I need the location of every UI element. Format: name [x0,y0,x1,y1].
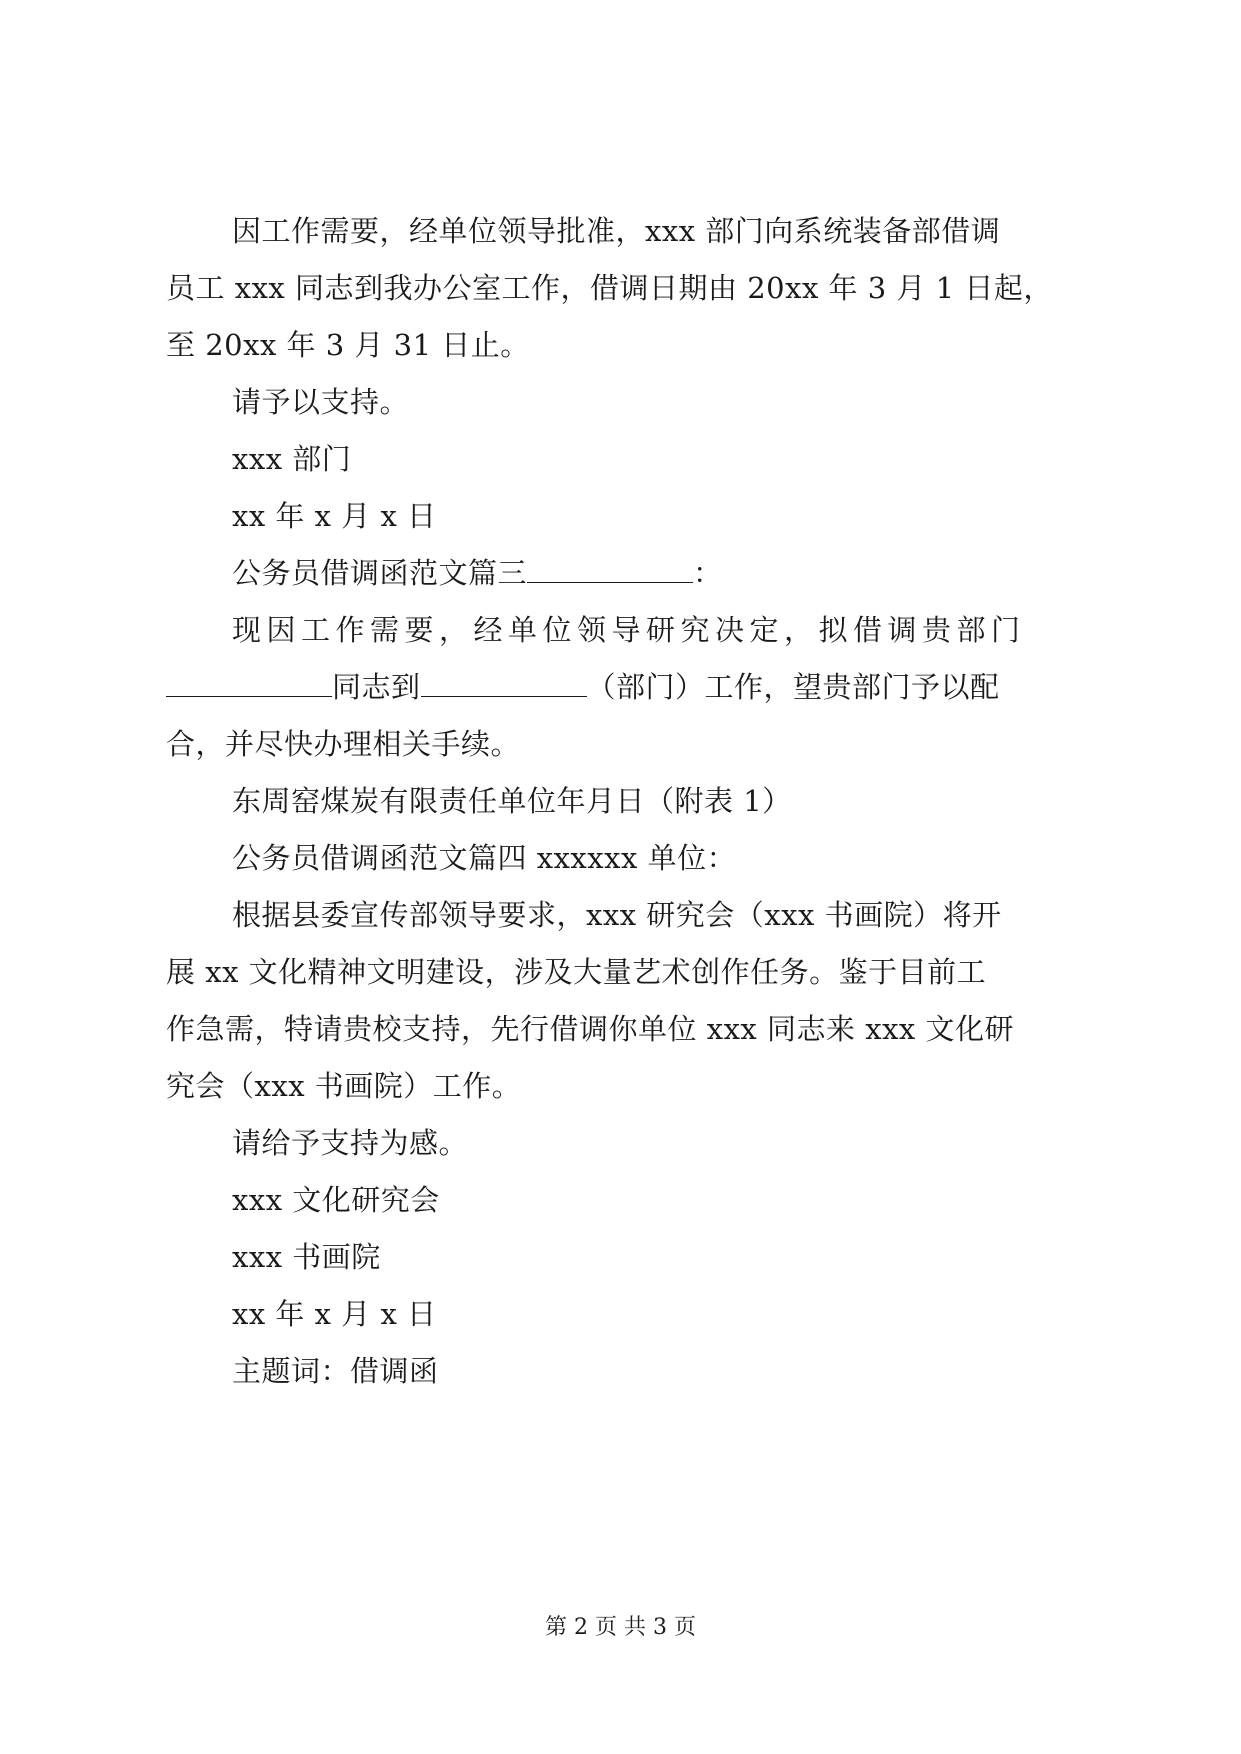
colon: ： [693,556,723,590]
date-line: xx 年 x 月 x 日 [232,499,437,533]
page-footer: 第 2 页 共 3 页 [545,1615,696,1640]
paragraph-line: 合，并尽快办理相关手续。 [166,727,521,761]
paragraph-line: 现因工作需要，经单位领导研究决定，拟借调贵部门 [232,613,1026,647]
section-heading: 公务员借调函范文篇三 [232,556,528,590]
blank-underline [166,670,332,697]
paragraph-line: 请给予支持为感。 [232,1126,469,1160]
sender-name: xxx 书画院 [232,1240,381,1274]
blank-underline [421,670,587,697]
paragraph-line: 究会（xxx 书画院）工作。 [166,1069,522,1103]
sender-name: xxx 部门 [232,442,352,476]
blank-underline [527,556,693,583]
paragraph-line: 请予以支持。 [232,385,410,419]
paragraph-line: 展 xx 文化精神文明建设，涉及大量艺术创作任务。鉴于目前工 [166,955,987,989]
section-heading: 公务员借调函范文篇四 xxxxxx 单位： [232,841,737,875]
paragraph-line: 因工作需要，经单位领导批准，xxx 部门向系统装备部借调 [232,214,1001,248]
section-heading-line [232,555,723,591]
paragraph-line: 东周窑煤炭有限责任单位年月日（附表 1） [232,784,792,818]
date-line: xx 年 x 月 x 日 [232,1297,437,1331]
sender-name: xxx 文化研究会 [232,1183,440,1217]
paragraph-line: 作急需，特请贵校支持，先行借调你单位 xxx 同志来 xxx 文化研 [166,1012,1015,1046]
text-fragment: 同志到 [332,670,421,704]
paragraph-line: 至 20xx 年 3 月 31 日止。 [166,328,530,362]
subject-keywords: 主题词：借调函 [232,1354,439,1388]
paragraph-line: 员工 xxx 同志到我办公室工作，借调日期由 20xx 年 3 月 1 日起， [166,271,1053,305]
paragraph-line: 根据县委宣传部领导要求，xxx 研究会（xxx 书画院）将开 [232,898,1002,932]
text-fragment: （部门）工作，望贵部门予以配 [586,670,1000,704]
paragraph-line [166,669,1000,705]
